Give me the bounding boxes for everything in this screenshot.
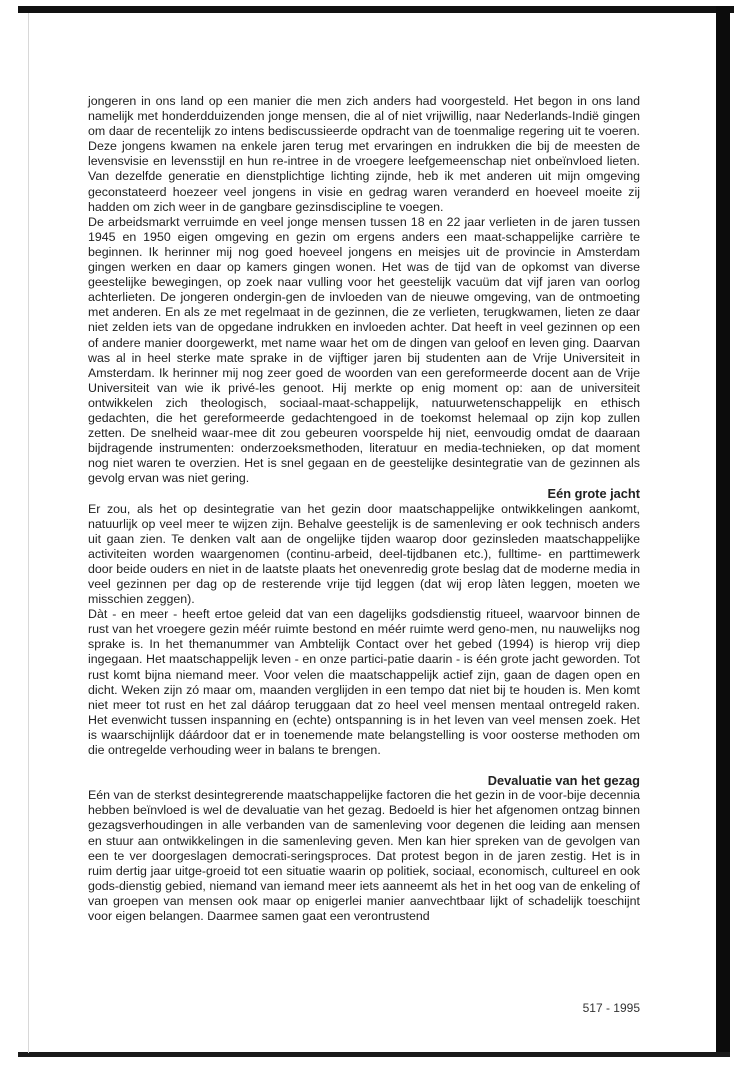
body-paragraph: jongeren in ons land op een manier die men zich anders had voorgesteld. Het begon in ons land namelijk met honderdduizenden jonge mensen, die al of niet vrijwillig, naar Nederlands-Indië gingen om daar de recentelijk zo intens bediscussieerde opdracht van de toenmalige regering uit te voeren. Deze jongens kwamen na enkele jaren terug met ervaringen en indrukken die bij de meesten de levensvisie en levensstijl en hun re-intree in de vroegere leefgemeenschap niet onbeïnvloed lieten. Van dezelfde generatie en dienstplichtige lichting zijnde, heb ik met anderen uit mijn omgeving geconstateerd hoezeer veel jongens in visie en gedrag waren veranderd en hoeveel moeite zij hadden om zich weer in de gangbare gezinsdiscipline te voegen. [88,94,640,214]
body-paragraph: De arbeidsmarkt verruimde en veel jonge mensen tussen 18 en 22 jaar verlieten in de jaren tussen 1945 en 1950 eigen omgeving en gezin om ergens anders een maat-schappelijke carrière te beginnen. Ik herinner mij nog goed hoeveel jongens en meisjes uit de provincie in Amsterdam gingen werken en daar op kamers gingen wonen. Het was de tijd van de opkomst van diverse geestelijke bewegingen, op zoek naar vulling voor het geestelijk vacuüm dat vijf jaren van oorlog achterlieten. De jongeren ondergin-gen de invloeden van de nieuwe omgeving, van de ontmoeting met anderen. En als ze met regelmaat in de gezinnen, die ze verlieten, terugkwamen, lieten ze daar niet zelden iets van de opgedane indrukken en invloeden achter. Dat heeft in veel gezinnen op een of andere manier doorgewerkt, met name waar het om de dingen van geloof en leven ging. Daarvan was al in heel sterke mate sprake in de vijftiger jaren bij studenten aan de Vrije Universiteit in Amsterdam. Ik herinner mij nog zeer goed de woorden van een gereformeerde docent aan de Vrije Universiteit van wie ik privé-les genoot. Hij merkte op enig moment op: aan de universiteit ontwikkelen zich theologisch, sociaal-maat-schappelijk, natuurwetenschappelijk en ethisch gedachten, die het gereformeerde gedachtengoed in de toekomst helemaal op zijn kop zullen zetten. De snelheid waar-mee dit zou gebeuren voorspelde hij niet, eenvoudig omdat de daaraan bijdragende instrumenten: onderzoeksmethoden, literatuur en media-technieken, op dat moment nog niet waren te overzien. Het is snel gegaan en de geestelijke desintegratie van de gezinnen als gevolg ervan was niet gering. [88,214,640,486]
section-heading-een-grote-jacht: Eén grote jacht [547,486,640,502]
scan-fold-line [28,13,29,1053]
page-number: 517 - 1995 [582,1001,640,1015]
scan-border-right [716,6,730,1056]
body-paragraph: Dàt - en meer - heeft ertoe geleid dat van een dagelijks godsdienstig ritueel, waarvoor binnen de rust van het vroegere gezin méér ruimte bestond en méér ruimte werd geno-men, nu nauwelijks nog sprake is. In het themanummer van Ambtelijk Contact over het gebed (1994) is hierop vrij diep ingegaan. Het maatschappelijk leven - en onze partici-patie daarin - is één grote jacht geworden. Tot rust komt bijna niemand meer. Voor velen die maatschappelijk actief zijn, gaan de dagen open en dicht. Weken zijn zó maar om, maanden verglijden in een tempo dat niet bij te houden is. Men komt niet meer tot rust en het zal dáárop teruggaan dat zo heel veel mensen mentaal ontregeld raken. Het evenwicht tussen inspanning en (echte) ontspanning is in het leven van veel mensen zoek. Het is waarschijnlijk dáárdoor dat er in toenemende mate belangstelling is voor oosterse methoden om die ontregelde verhouding weer in balans te brengen. [88,607,640,758]
article-body [88,94,640,924]
scan-border-bottom [18,1052,730,1057]
section-heading-devaluatie-van-het-gezag: Devaluatie van het gezag [487,773,640,789]
body-paragraph: Eén van de sterkst desintegrerende maatschappelijke factoren die het gezin in de voor-bije decennia hebben beïnvloed is wel de devaluatie van het gezag. Bedoeld is hier het afgenomen ontzag binnen gezagsverhoudingen in alle verbanden van de samenleving voor degenen die leiding aan mensen en stuur aan ontwikkelingen in die samenleving geven. Men kan hier spreken van de gevolgen van een te ver doorgeslagen democrati-seringsproces. Dat protest begon in de jaren zestig. Het is in ruim dertig jaar uitge-groeid tot een situatie waarin op politiek, sociaal, economisch, cultureel en ook gods-dienstig gebied, niemand van iemand meer iets aanneemt als het in het oog van de enkeling of van groepen van mensen ook maar op enigerlei manier aanvechtbaar lijkt of schadelijk toeschijnt voor eigen belangen. Daarmee samen gaat een verontrustend [88,788,640,923]
scan-border-top [18,6,734,13]
body-paragraph: Er zou, als het op desintegratie van het gezin door maatschappelijke ontwikkelingen aankomt, natuurlijk op veel meer te wijzen zijn. Behalve geestelijk is de samenleving er ook technisch anders uit gaan zien. Te denken valt aan de ongelijke tijden waarop door gezinsleden maatschappelijke activiteiten worden waargenomen (continu-arbeid, deel-tijdbanen etc.), fulltime- en parttimewerk door beide ouders en niet in de laatste plaats het onevenredig grote beslag dat de moderne media in veel gezinnen per dag op de resterende vrije tijd leggen (dat wij erop làten leggen, moeten we misschien zeggen). [88,501,640,607]
